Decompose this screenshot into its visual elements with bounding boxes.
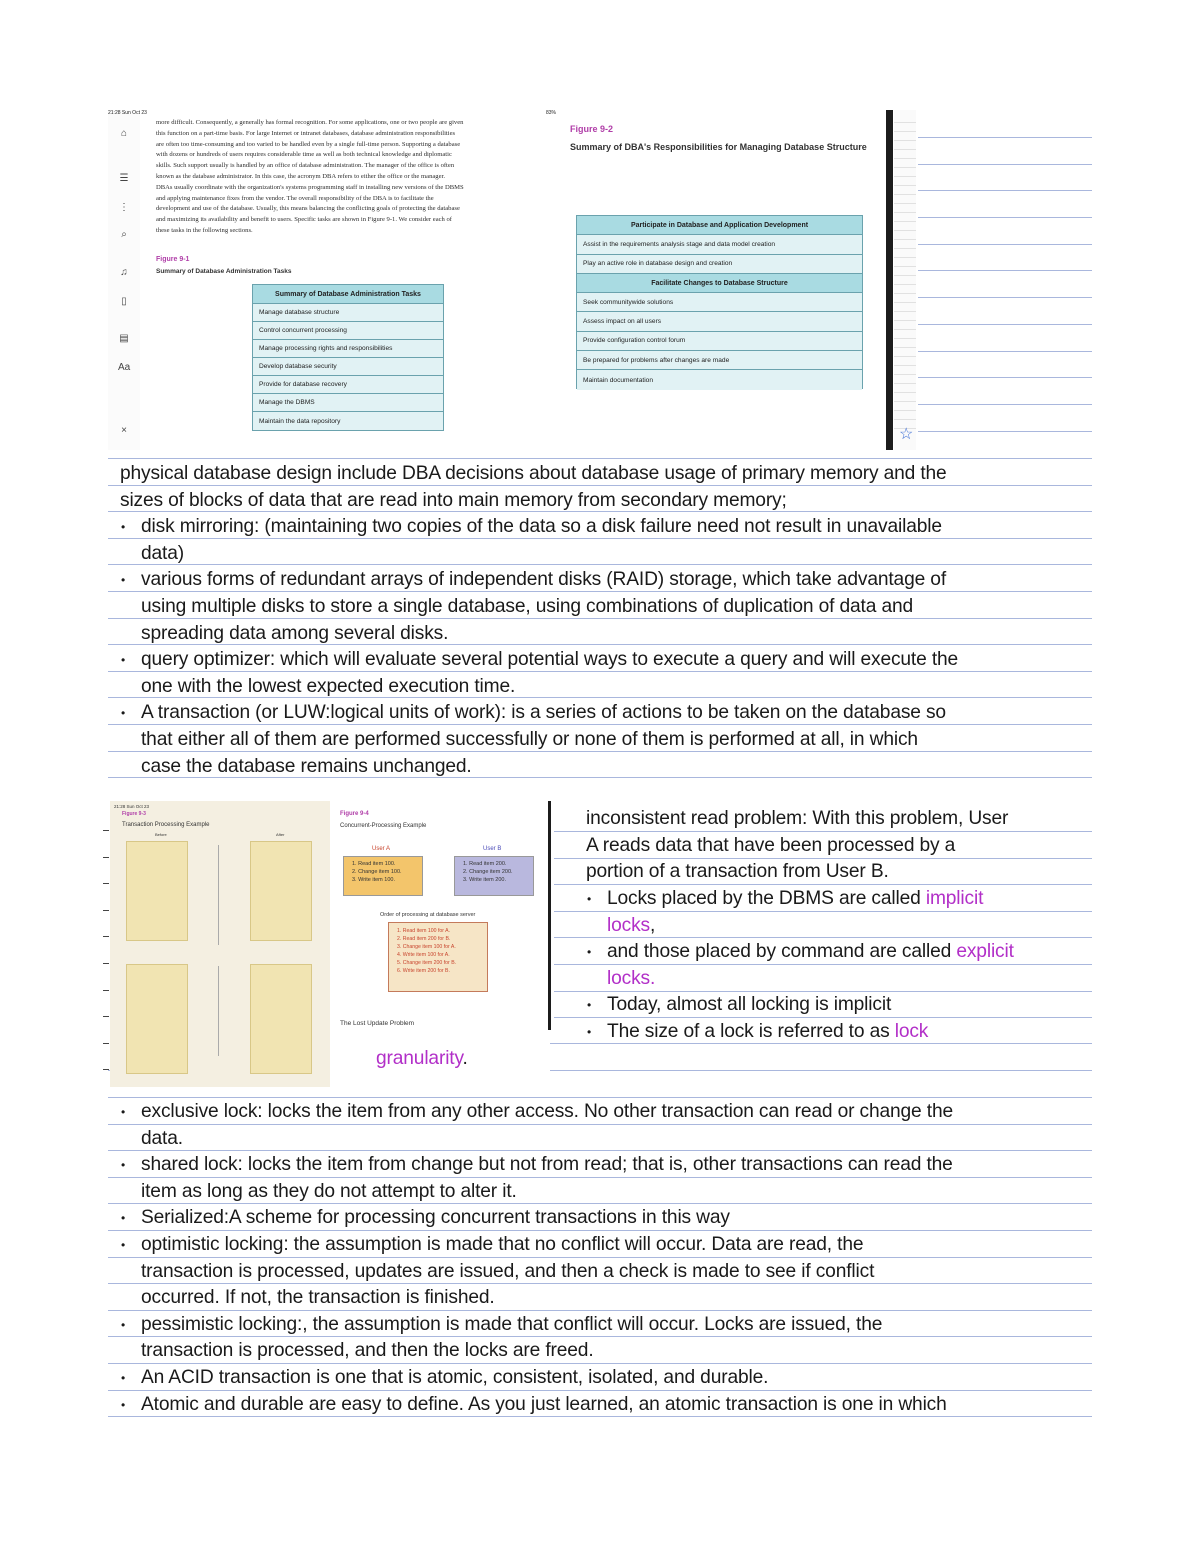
home-icon[interactable]: ⌂ bbox=[120, 128, 128, 139]
flow-line bbox=[218, 845, 219, 945]
term-implicit: implicit bbox=[925, 888, 984, 909]
order-of-processing-box bbox=[388, 922, 488, 992]
panel-line bbox=[894, 122, 916, 123]
panel-line bbox=[894, 230, 916, 231]
figure-9-1-title: Summary of Database Administration Tasks bbox=[156, 268, 292, 275]
table-row: Provide for database recovery bbox=[253, 376, 443, 394]
step-line: 4. Write item 100 for A. bbox=[397, 952, 450, 958]
body-text-line: DBAs usually coordinate with the organization's systems programming staff in installing new versions of the DBMS bbox=[156, 183, 464, 191]
ruled-line bbox=[918, 377, 1092, 378]
ruled-line bbox=[918, 297, 1092, 298]
customer-table-after bbox=[250, 841, 312, 941]
table-row: Develop database security bbox=[253, 358, 443, 376]
table-row: Manage database structure bbox=[253, 304, 443, 322]
note-line: inconsistent read problem: With this problem, User bbox=[586, 808, 1009, 829]
bullet-icon: • bbox=[121, 573, 126, 588]
column-after: After bbox=[276, 832, 285, 837]
note-text: Locks placed by the DBMS are called bbox=[607, 888, 926, 909]
panel-line bbox=[894, 320, 916, 321]
step-line: 5. Change item 200 for B. bbox=[397, 960, 457, 966]
panel-line bbox=[894, 329, 916, 330]
panel-line bbox=[894, 203, 916, 204]
note-line: shared lock: locks the item from change but not from read; that is, other transactions can read the bbox=[141, 1154, 953, 1176]
panel-line bbox=[894, 419, 916, 420]
note-line: A transaction (or LUW:logical units of work): is a series of actions to be taken on the database so bbox=[141, 702, 946, 724]
table-row: Seek communitywide solutions bbox=[577, 293, 862, 312]
note-line: transaction is processed, updates are issued, and then a check is made to see if conflict bbox=[141, 1260, 875, 1282]
user-a-box bbox=[343, 856, 423, 896]
term-locks: locks. bbox=[607, 968, 656, 989]
panel-line bbox=[894, 365, 916, 366]
bullet-icon: • bbox=[587, 1025, 592, 1039]
bullet-icon: • bbox=[121, 1158, 126, 1173]
bullet-icon: • bbox=[121, 520, 126, 535]
panel-line bbox=[894, 266, 916, 267]
figure-9-1-label: Figure 9-1 bbox=[156, 256, 190, 263]
note-line: one with the lowest expected execution time. bbox=[141, 675, 516, 697]
note-line: transaction is processed, and then the locks are freed. bbox=[141, 1340, 594, 1362]
panel-line bbox=[894, 383, 916, 384]
note-line: physical database design include DBA decisions about database usage of primary memory and the bbox=[120, 463, 947, 484]
margin-tick bbox=[103, 1016, 109, 1017]
margin-tick bbox=[103, 936, 109, 937]
bullet-icon: • bbox=[121, 706, 126, 721]
ruled-line bbox=[918, 217, 1092, 218]
step-line: 2. Read item 200 for B. bbox=[397, 936, 451, 942]
ruled-line bbox=[918, 190, 1092, 191]
term-locks: locks bbox=[607, 915, 650, 936]
status-time: 21:28 Sun Oct 23 bbox=[114, 804, 150, 809]
table-row: Manage the DBMS bbox=[253, 394, 443, 412]
bullet-icon: • bbox=[121, 1238, 126, 1252]
panel-line bbox=[894, 392, 916, 393]
step-line: 1. Read item 100. bbox=[352, 861, 396, 867]
margin-tick bbox=[103, 857, 109, 858]
figure-9-2-table bbox=[576, 215, 863, 389]
panel-line bbox=[894, 410, 916, 411]
margin-tick bbox=[103, 830, 109, 831]
table-header: Summary of Database Administration Tasks bbox=[253, 285, 443, 304]
note-line: A reads data that have been processed by a bbox=[586, 835, 956, 856]
margin-tick bbox=[103, 1069, 109, 1070]
table-row: Maintain documentation bbox=[577, 370, 862, 389]
panel-line bbox=[894, 221, 916, 222]
note-implicit-today: Today, almost all locking is implicit bbox=[607, 994, 892, 1015]
note-line: An ACID transaction is one that is atomic, consistent, isolated, and durable. bbox=[141, 1367, 769, 1388]
bullet-icon: • bbox=[121, 1105, 126, 1119]
table-header: Facilitate Changes to Database Structure bbox=[577, 274, 862, 293]
figure-9-1-table bbox=[252, 284, 444, 431]
figure-9-4-label: Figure 9-4 bbox=[340, 811, 369, 817]
note-line: using multiple disks to store a single database, using combinations of duplication of data and bbox=[141, 596, 914, 617]
body-text-line: development and use of the database. Usually, this means balancing the conflicting goals of protecting the database bbox=[156, 205, 460, 213]
bullet-icon: • bbox=[121, 1371, 126, 1385]
note-line: item as long as they do not attempt to alter it. bbox=[141, 1180, 517, 1202]
customer-table-after-2 bbox=[250, 964, 312, 1074]
bullet-icon: • bbox=[121, 1317, 126, 1332]
status-battery: 83% bbox=[545, 110, 556, 116]
notes-side-panel bbox=[894, 110, 916, 450]
step-line: 1. Read item 100 for A. bbox=[397, 928, 451, 934]
bullet-icon: • bbox=[587, 945, 592, 959]
note-line: optimistic locking: the assumption is made that no conflict will occur. Data are read, the bbox=[141, 1234, 864, 1255]
panel-line bbox=[894, 167, 916, 168]
panel-line bbox=[894, 275, 916, 276]
panel-line bbox=[894, 212, 916, 213]
ruled-line bbox=[108, 1097, 1092, 1098]
note-lock-granularity bbox=[607, 1019, 928, 1046]
headphones-icon[interactable]: ♫ bbox=[120, 267, 128, 278]
bullet-icon: • bbox=[121, 1397, 126, 1412]
step-line: 1. Read item 200. bbox=[463, 861, 507, 867]
more-icon[interactable]: ⋮ bbox=[119, 202, 129, 213]
notes-icon[interactable]: ▤ bbox=[119, 333, 129, 344]
search-icon[interactable]: ⌕ bbox=[121, 229, 127, 240]
bookmark-icon[interactable]: ▯ bbox=[121, 296, 127, 307]
figure-9-3-title: Transaction Processing Example bbox=[122, 822, 210, 828]
body-text-line: and applying maintenance fixes from the vendor. The overall responsibility of the DBA is to facilitate the bbox=[156, 194, 434, 202]
ruled-line bbox=[918, 404, 1092, 405]
table-row: Play an active role in database design and creation bbox=[577, 255, 862, 274]
table-header: Participate in Database and Application Development bbox=[577, 216, 862, 235]
star-icon[interactable]: ☆ bbox=[899, 426, 914, 443]
term-explicit: explicit bbox=[956, 941, 1014, 962]
customer-table-before-2 bbox=[126, 964, 188, 1074]
note-line: disk mirroring: (maintaining two copies of the data so a disk failure need not result in unavailable bbox=[141, 516, 942, 538]
note-lock-granularity-cont bbox=[376, 1046, 468, 1073]
figure-9-3-image bbox=[110, 801, 330, 1087]
screenshot-textbook-dba bbox=[108, 110, 916, 450]
ruled-line bbox=[108, 564, 1092, 565]
ruled-line bbox=[918, 351, 1092, 352]
panel-line bbox=[894, 257, 916, 258]
note-text: and those placed by command are called bbox=[607, 941, 957, 962]
table-row: Control concurrent processing bbox=[253, 322, 443, 340]
panel-line bbox=[894, 158, 916, 159]
panel-line bbox=[894, 194, 916, 195]
note-implicit-locks bbox=[607, 886, 983, 913]
table-row: Assess impact on all users bbox=[577, 312, 862, 331]
table-row: Maintain the data repository bbox=[253, 412, 443, 430]
body-text-line: these tasks in the following sections. bbox=[156, 226, 253, 234]
margin-tick bbox=[103, 1043, 109, 1044]
ruled-line bbox=[108, 1150, 1092, 1151]
split-divider-2[interactable] bbox=[548, 801, 551, 1030]
note-line: occurred. If not, the transaction is finished. bbox=[141, 1287, 495, 1309]
ruled-line bbox=[108, 458, 1092, 459]
note-text: , bbox=[649, 915, 656, 936]
panel-line bbox=[894, 374, 916, 375]
note-line: Atomic and durable are easy to define. As you just learned, an atomic transaction is one in which bbox=[141, 1393, 947, 1415]
user-b-box bbox=[454, 856, 534, 896]
note-line: query optimizer: which will evaluate several potential ways to execute a query and will execute the bbox=[141, 649, 959, 671]
flow-line-2 bbox=[218, 966, 219, 1056]
column-before: Before bbox=[155, 832, 167, 837]
panel-line bbox=[894, 185, 916, 186]
figure-9-3-label: Figure 9-3 bbox=[122, 811, 146, 817]
table-row: Provide configuration control forum bbox=[577, 332, 862, 351]
panel-line bbox=[894, 356, 916, 357]
step-line: 3. Write item 100. bbox=[352, 877, 395, 883]
screenshot-transactions bbox=[110, 801, 550, 1087]
order-title: Order of processing at database server bbox=[380, 912, 476, 918]
body-text-line: known as the database administrator. In this case, the acronym DBA refers to either the office or the manager. bbox=[156, 172, 445, 180]
ruled-line bbox=[918, 431, 1092, 432]
panel-line bbox=[894, 347, 916, 348]
figure-9-2-label: Figure 9-2 bbox=[570, 124, 614, 134]
note-explicit-locks-cont bbox=[607, 966, 655, 993]
panel-line bbox=[894, 401, 916, 402]
font-size-icon[interactable]: Aa bbox=[118, 362, 131, 373]
panel-line bbox=[894, 176, 916, 177]
ruled-line bbox=[918, 164, 1092, 165]
body-text-line: are often too time-consuming and too varied to be handled even by a single full-time person. Supporting a database bbox=[156, 140, 461, 148]
panel-line bbox=[894, 302, 916, 303]
split-divider[interactable] bbox=[886, 110, 893, 450]
margin-tick bbox=[103, 990, 109, 991]
step-line: 2. Change item 200. bbox=[463, 869, 513, 875]
note-line: case the database remains unchanged. bbox=[141, 755, 472, 777]
user-b-label: User B bbox=[483, 846, 502, 852]
body-text-line: with dozens or hundreds of users requires considerable time as well as both technical knowledge and diplomatic bbox=[156, 151, 452, 159]
note-line: sizes of blocks of data that are read into main memory from secondary memory; bbox=[120, 489, 787, 511]
term-granularity: granularity bbox=[376, 1048, 463, 1069]
panel-line bbox=[894, 311, 916, 312]
step-line: 6. Write item 200 for B. bbox=[397, 968, 450, 974]
bullet-icon: • bbox=[587, 892, 592, 906]
status-time: 21:28 Sun Oct 23 bbox=[108, 110, 147, 116]
panel-line bbox=[894, 248, 916, 249]
lost-update-caption: The Lost Update Problem bbox=[340, 1020, 415, 1027]
ruled-line bbox=[918, 324, 1092, 325]
panel-line bbox=[894, 239, 916, 240]
note-text: . bbox=[462, 1048, 468, 1069]
reader-sidebar bbox=[108, 110, 140, 450]
note-line: various forms of redundant arrays of independent disks (RAID) storage, which take advantage of bbox=[141, 569, 947, 591]
note-line: exclusive lock: locks the item from any other access. No other transaction can read or change the bbox=[141, 1101, 953, 1122]
note-text: The size of a lock is referred to as bbox=[607, 1021, 895, 1042]
note-line: portion of a transaction from User B. bbox=[586, 861, 889, 882]
note-line: Serialized:A scheme for processing concurrent transactions in this way bbox=[141, 1207, 730, 1229]
body-text-line: this function on a part-time basis. For large Internet or intranet databases, database administration responsibilities bbox=[156, 129, 456, 137]
table-row: Manage processing rights and responsibilities bbox=[253, 340, 443, 358]
textbook-body-text bbox=[156, 118, 538, 237]
ruled-line bbox=[918, 270, 1092, 271]
step-line: 2. Change item 100. bbox=[352, 869, 402, 875]
bullet-icon: • bbox=[587, 998, 592, 1012]
ruled-line bbox=[918, 137, 1092, 138]
customer-table-before bbox=[126, 841, 188, 941]
user-a-label: User A bbox=[372, 846, 391, 852]
term-lock: lock bbox=[894, 1021, 929, 1042]
panel-line bbox=[894, 131, 916, 132]
panel-line bbox=[894, 293, 916, 294]
list-icon[interactable]: ☰ bbox=[119, 173, 129, 184]
note-implicit-locks-cont bbox=[607, 913, 655, 940]
figure-9-2-title: Summary of DBA's Responsibilities for Managing Database Structure bbox=[570, 142, 867, 152]
note-explicit-locks bbox=[607, 939, 1014, 966]
panel-line bbox=[894, 284, 916, 285]
panel-line bbox=[894, 338, 916, 339]
step-line: 3. Write item 200. bbox=[463, 877, 506, 883]
note-line: data) bbox=[141, 542, 184, 564]
margin-tick bbox=[103, 963, 109, 964]
panel-line bbox=[894, 140, 916, 141]
table-row: Assist in the requirements analysis stage and data model creation bbox=[577, 235, 862, 254]
body-text-line: skills. Such support usually is handled by an office of database administration. The manager of the office is often bbox=[156, 162, 455, 170]
margin-tick bbox=[103, 883, 109, 884]
body-text-line: and maximizing its availability and benefit to users. Specific tasks are shown in Figure 9-1. We consider each of bbox=[156, 216, 452, 224]
table-row: Be prepared for problems after changes are made bbox=[577, 351, 862, 370]
body-text-line: more difficult. Consequently, a generally has formal recognition. For some applications, one or two people are given bbox=[156, 119, 464, 126]
figure-9-4-title: Concurrent-Processing Example bbox=[340, 823, 427, 829]
step-line: 3. Change item 100 for A. bbox=[397, 944, 456, 950]
note-line: data. bbox=[141, 1127, 183, 1149]
note-line: pessimistic locking:, the assumption is made that conflict will occur. Locks are issued, the bbox=[141, 1313, 883, 1335]
bullet-icon: • bbox=[121, 653, 126, 668]
close-icon[interactable]: × bbox=[121, 425, 127, 436]
note-line: that either all of them are performed successfully or none of them is performed at all, in which bbox=[141, 729, 918, 750]
ruled-line bbox=[918, 244, 1092, 245]
bullet-icon: • bbox=[121, 1211, 126, 1226]
note-line: spreading data among several disks. bbox=[141, 622, 449, 644]
panel-line bbox=[894, 149, 916, 150]
margin-tick bbox=[103, 910, 109, 911]
